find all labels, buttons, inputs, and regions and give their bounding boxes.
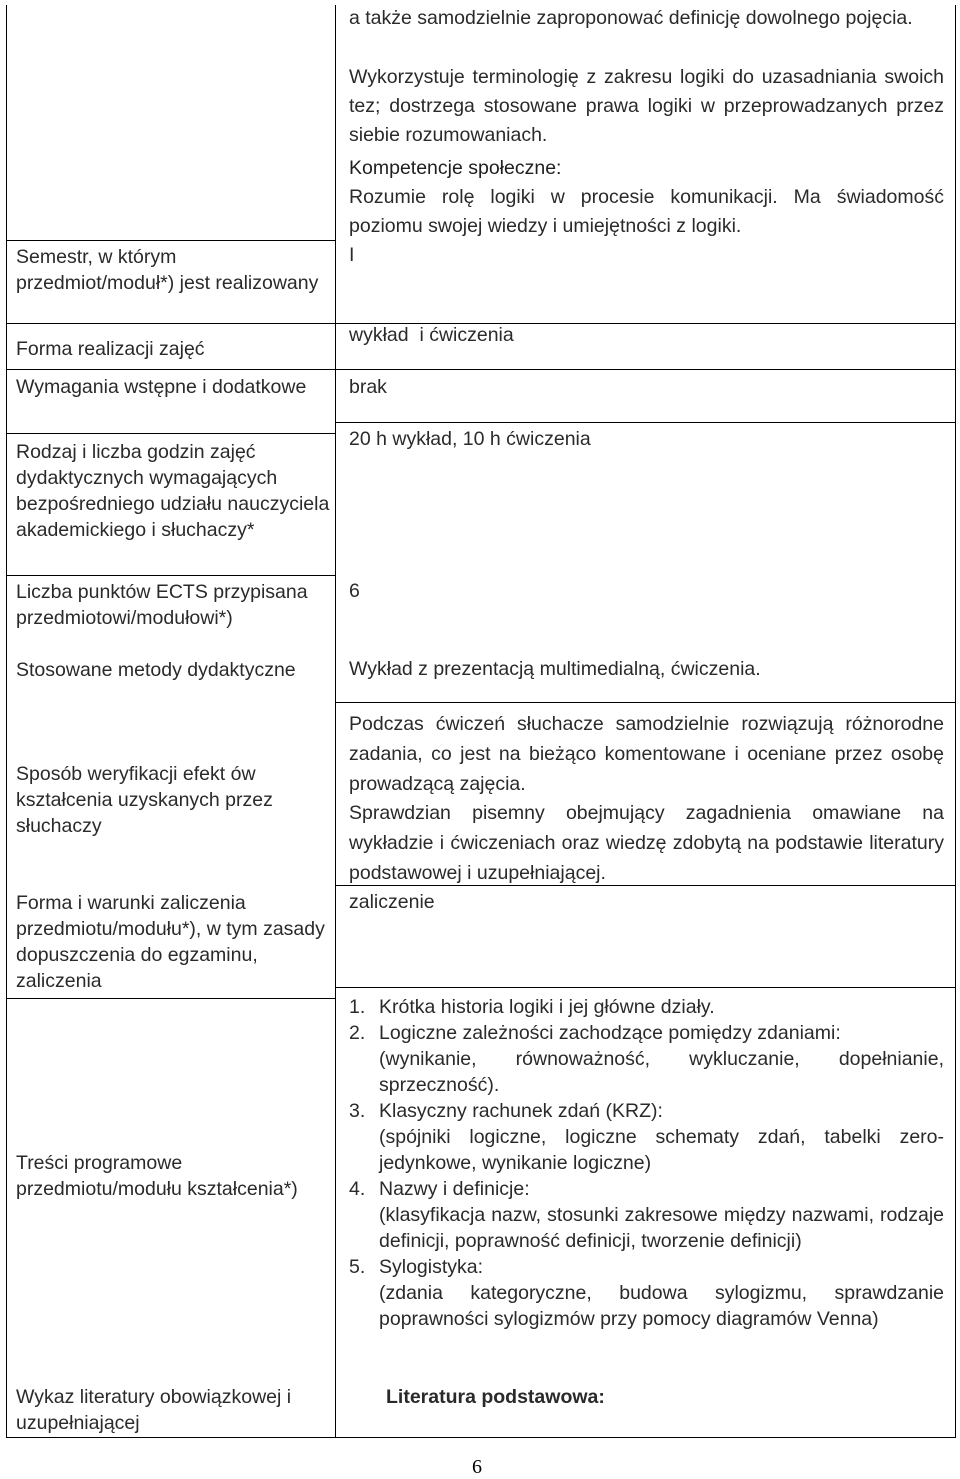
label-verification: Sposób weryfikacji efekt ów kształcenia uzyskanych przez słuchaczy [16,763,273,837]
content-item-title: Klasyczny rachunek zdań (KRZ): [379,1100,663,1122]
table-border-left [6,5,7,1438]
label-content: Treści programowe przedmiotu/modułu kształcenia*) [16,1152,298,1200]
row-divider [6,323,336,324]
label-hours: Rodzaj i liczba godzin zajęć dydaktycznych wymagających bezpośredniego udziału nauczyciela akademickiego i słuchaczy* [16,441,330,541]
content-item-title: Logiczne zależności zachodzące pomiędzy zdaniami: [379,1022,841,1044]
row-divider [6,433,336,434]
label-ects: Liczba punktów ECTS przypisana przedmiotowi/modułowi*) [16,581,308,629]
label-literature: Wykaz literatury obowiązkowej i uzupełniającej [16,1386,292,1434]
table-border-bottom [6,1437,956,1438]
learning-outcomes-continued: a także samodzielnie zaproponować definicję dowolnego pojęcia. [349,7,913,29]
content-item [349,1098,944,1176]
value-semester: I [349,244,355,266]
label-methods: Stosowane metody dydaktyczne [16,659,296,681]
label-passing: Forma i warunki zaliczenia przedmiotu/modułu*), w tym zasady dopuszczenia do egzaminu, zaliczenia [16,892,325,992]
social-competences-text: Rozumie rolę logiki w procesie komunikacji. Ma świadomość poziomu swojej wiedzy i umiejętności z logiki. [349,186,944,237]
content-item [349,1176,944,1254]
row-divider [335,987,956,988]
content-item-number: 1. [349,996,366,1018]
value-ects: 6 [349,580,360,602]
content-item-description: (zdania kategoryczne, budowa sylogizmu, sprawdzanie poprawności sylogizmów przy pomocy diagramów Venna) [379,1282,944,1330]
program-content-list [349,994,944,1332]
literature-basic-heading: Literatura podstawowa: [386,1386,605,1408]
content-item-number: 4. [349,1178,366,1200]
label-semester: Semestr, w którym przedmiot/moduł*) jest realizowany [16,246,319,294]
value-form: wykład i ćwiczenia [349,324,514,346]
table-border-right [955,5,956,1438]
page-number: 6 [472,1456,482,1478]
content-item-title: Nazwy i definicje: [379,1178,530,1200]
content-item [349,1254,944,1332]
row-divider [335,422,956,423]
value-verification-exercises: Podczas ćwiczeń słuchacze samodzielnie rozwiązują różnorodne zadania, co jest na bieżąco komentowane i oceniane przez osobę prowadzącą zajęcia. [349,713,944,795]
content-item-description: (wynikanie, równoważność, wykluczanie, dopełnianie, sprzeczność). [379,1048,944,1096]
value-methods: Wykład z prezentacją multimedialną, ćwiczenia. [349,658,761,680]
content-item-number: 3. [349,1100,366,1122]
label-requirements: Wymagania wstępne i dodatkowe [16,376,307,398]
row-divider [335,369,956,370]
content-item-title: Krótka historia logiki i jej główne działy. [379,996,715,1018]
row-divider [6,575,336,576]
row-divider [6,240,336,241]
content-item [349,994,944,1020]
value-verification-test: Sprawdzian pisemny obejmujący zagadnienia omawiane na wykładzie i ćwiczeniach oraz wiedzę zdobytą na podstawie literatury podstawowej i uzupełniającej. [349,802,944,884]
content-item-description: (spójniki logiczne, logiczne schematy zdań, tabelki zero-jedynkowe, wynikanie logiczne) [379,1126,944,1174]
learning-outcomes-skills: Wykorzystuje terminologię z zakresu logiki do uzasadniania swoich tez; dostrzega stosowane prawa logiki w przeprowadzanych przez siebie rozumowaniach. [349,66,944,146]
content-item-title: Sylogistyka: [379,1256,484,1278]
row-divider [335,702,956,703]
value-hours: 20 h wykład, 10 h ćwiczenia [349,428,591,450]
value-requirements: brak [349,376,387,398]
row-divider [6,369,336,370]
content-item-number: 2. [349,1022,366,1044]
content-item [349,1020,944,1098]
row-divider [6,998,336,999]
table-column-divider [335,5,336,1438]
content-item-number: 5. [349,1256,366,1278]
social-competences-heading: Kompetencje społeczne: [349,157,562,179]
value-passing: zaliczenie [349,891,435,913]
content-item-description: (klasyfikacja nazw, stosunki zakresowe między nazwami, rodzaje definicji, poprawność definicji, tworzenie definicji) [379,1204,944,1252]
label-form: Forma realizacji zajęć [16,338,205,360]
